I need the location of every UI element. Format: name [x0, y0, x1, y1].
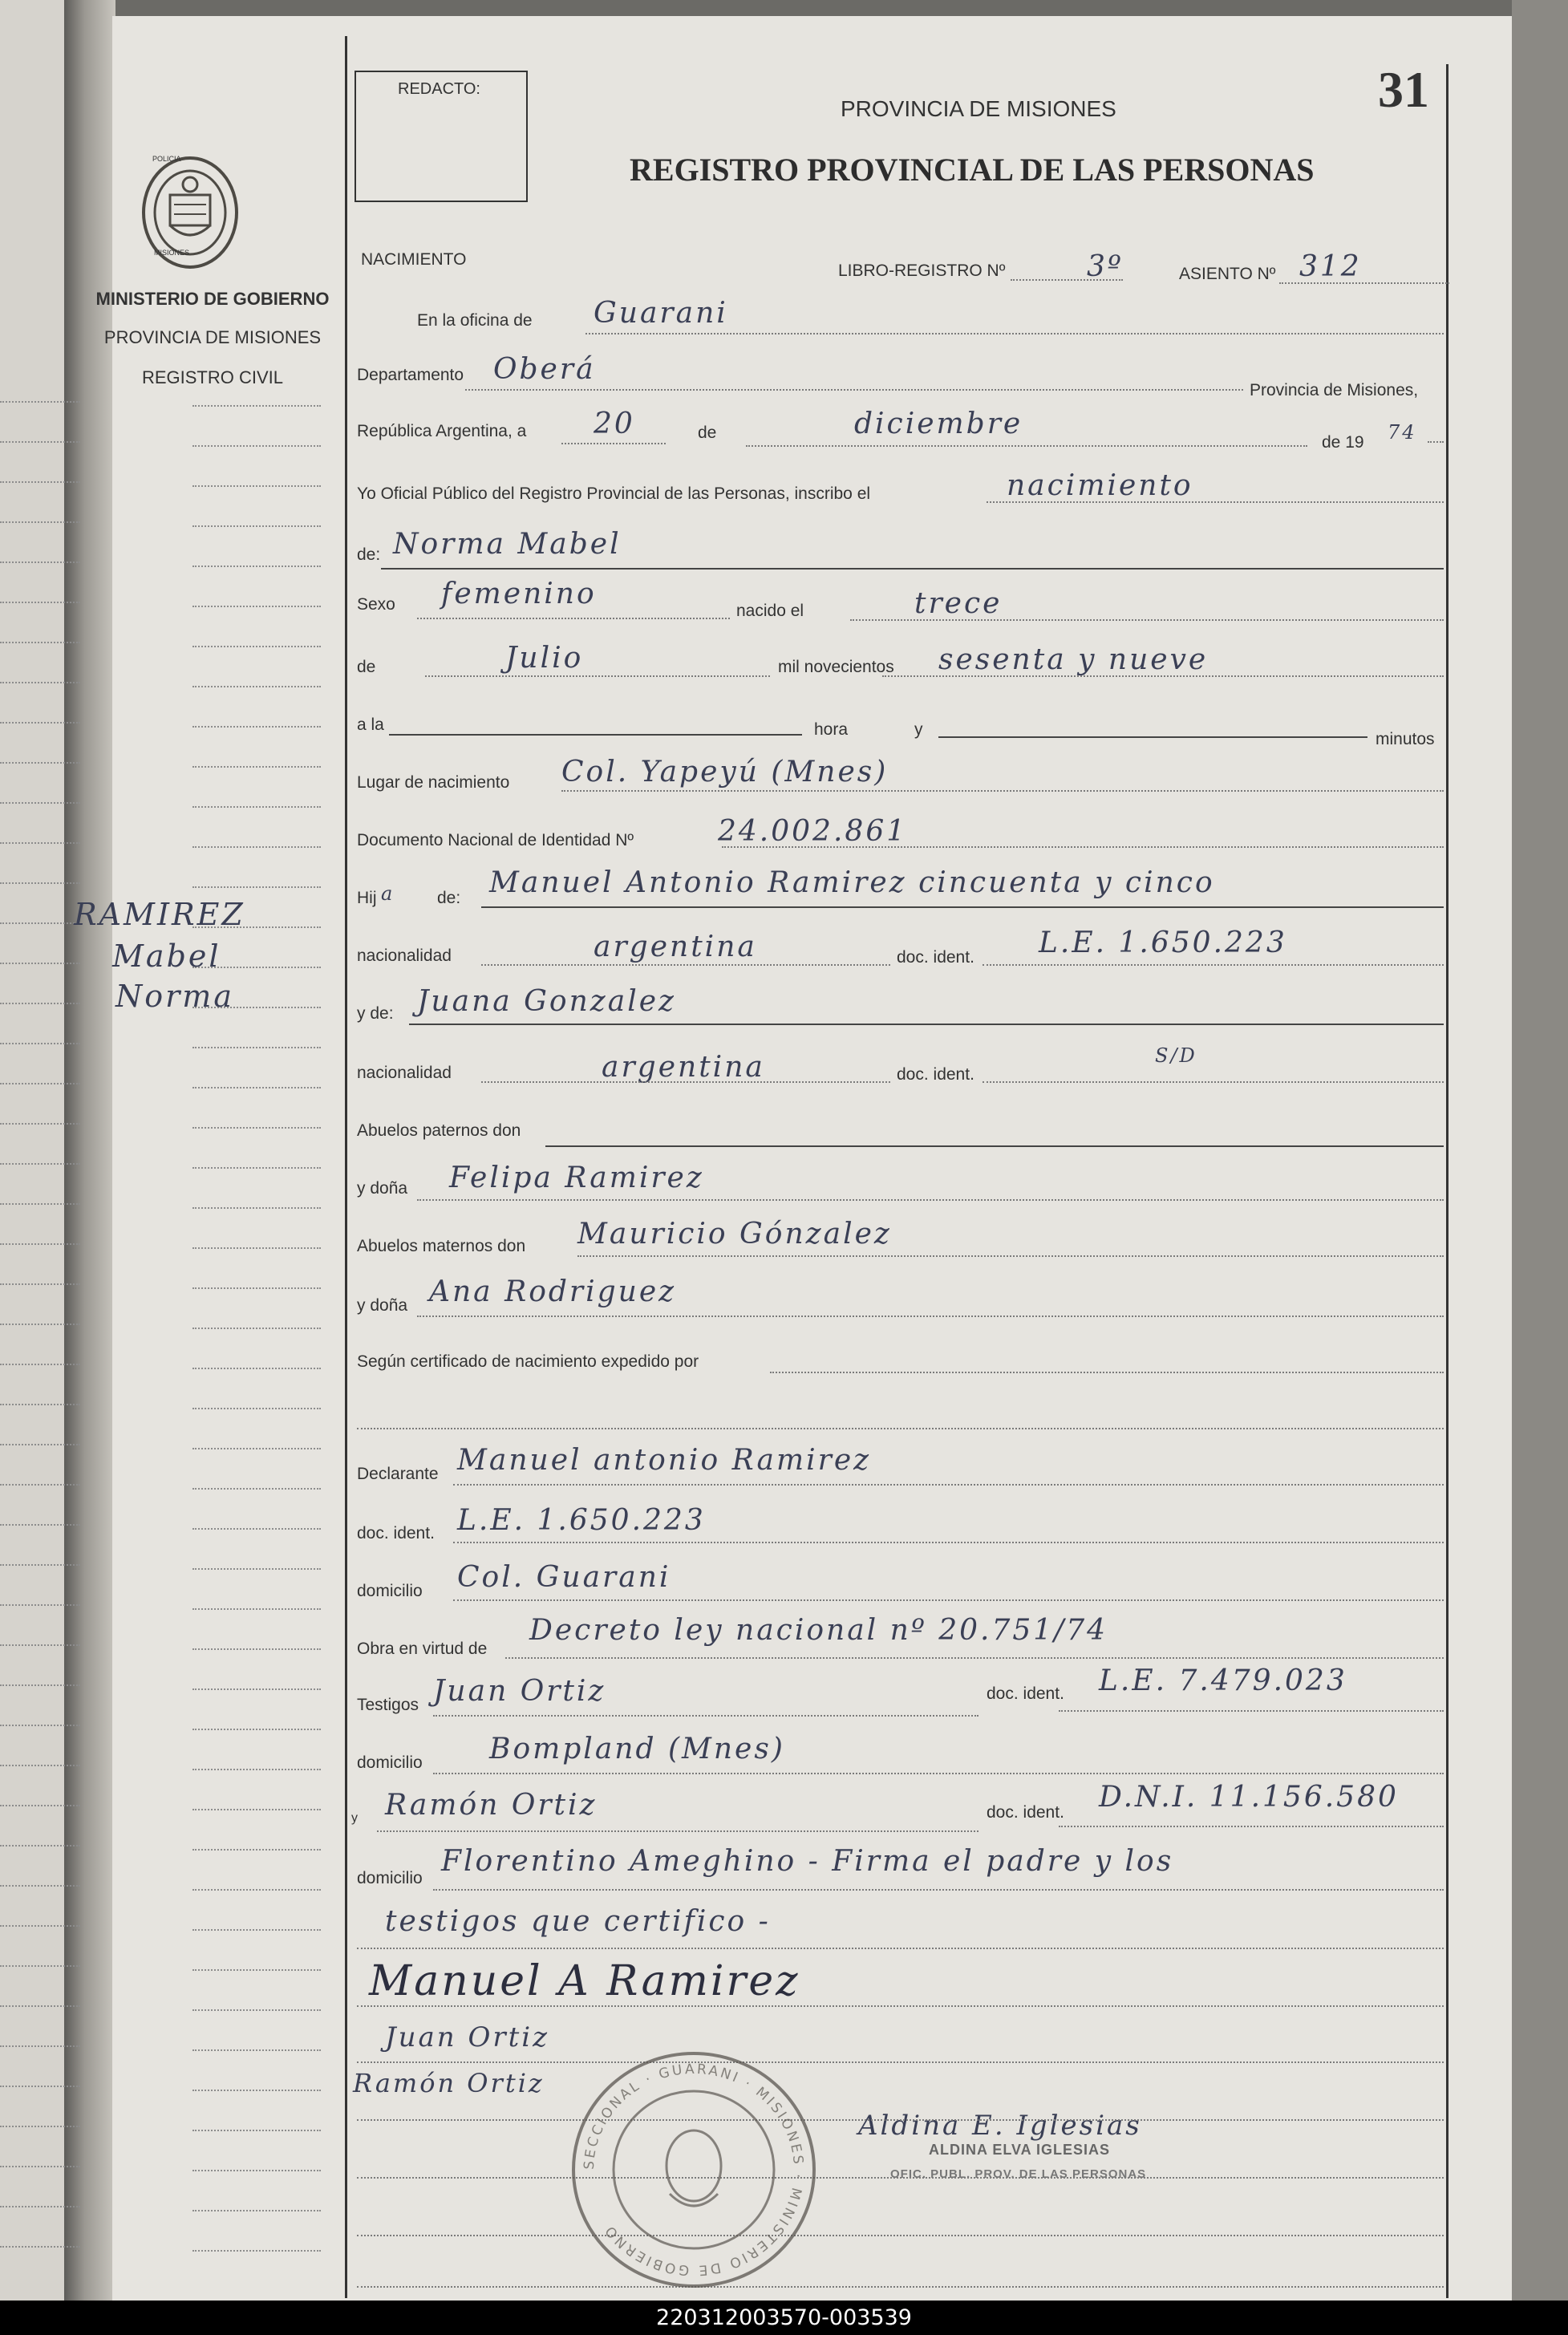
underline-dotted — [417, 1315, 1444, 1317]
handwritten-oficina-value: Guarani — [594, 297, 728, 330]
sidebar-line — [192, 1528, 321, 1530]
underline-dotted — [377, 1830, 978, 1832]
left-rule — [345, 36, 347, 2298]
handwritten-mes-value: diciembre — [854, 407, 1023, 440]
field-lugar-label: Lugar de nacimiento — [357, 773, 510, 792]
underline-dotted — [357, 2235, 1444, 2236]
field-abuelos-pat-label: Abuelos paternos don — [357, 1121, 521, 1140]
handwritten-abuela-pat-value: Felipa Ramirez — [449, 1161, 704, 1194]
sidebar-line — [192, 806, 321, 808]
left-page-line — [0, 2206, 80, 2207]
underline-dotted — [1059, 1826, 1444, 1827]
field-official-name: ALDINA ELVA IGLESIAS — [929, 2142, 1111, 2158]
field-doc-ident-label: doc. ident. — [897, 948, 974, 967]
sidebar-line — [192, 2250, 321, 2252]
sidebar-line — [192, 846, 321, 848]
handwritten-year-value: 74 — [1388, 421, 1417, 444]
sidebar-line — [192, 1368, 321, 1369]
underline-dotted — [357, 2286, 1444, 2288]
sidebar-line — [192, 1809, 321, 1810]
underline-dotted — [850, 619, 1444, 621]
handwritten-abuelo-mat-value: Mauricio Gónzalez — [577, 1218, 892, 1251]
field-official-title: OFIC. PUBL. PROV. DE LAS PERSONAS — [890, 2167, 1147, 2181]
field-oficina-label: En la oficina de — [417, 311, 533, 330]
left-page-edge — [0, 0, 64, 2301]
official-stamp — [561, 2045, 826, 2294]
handwritten-testigo1-doc: L.E. 7.479.023 — [1099, 1664, 1347, 1697]
underline-dotted — [577, 1255, 1444, 1257]
left-page-line — [0, 2246, 80, 2248]
field-doc-ident-label: doc. ident. — [357, 1524, 435, 1542]
field-doc-ident-label: doc. ident. — [897, 1065, 974, 1084]
sidebar-line — [192, 606, 321, 607]
right-page-edge — [1512, 0, 1568, 2301]
field-departamento-label: Departamento — [357, 366, 464, 384]
sidebar-line — [192, 1849, 321, 1851]
field-mil-label: mil novecientos — [778, 658, 894, 676]
handwritten-continuation: testigos que certifico - — [385, 1905, 771, 1938]
left-page-line — [0, 1243, 80, 1245]
field-de-name-label: de: — [357, 545, 381, 564]
left-page-line — [0, 1324, 80, 1325]
sidebar-line — [192, 485, 321, 487]
left-page-line — [0, 1725, 80, 1726]
margin-note-name2: Mabel — [112, 938, 221, 974]
handwritten-decl-dom-value: Col. Guarani — [457, 1561, 671, 1594]
left-page-line — [0, 2086, 80, 2087]
left-page-line — [0, 1644, 80, 1646]
field-hijo-label: Hij — [357, 889, 377, 907]
field-yo-oficial: Yo Oficial Público del Registro Provincial de las Personas, inscribo el — [357, 484, 871, 503]
left-page-line — [0, 802, 80, 804]
field-domicilio-label: domicilio — [357, 1582, 423, 1600]
page-number: 31 — [1378, 61, 1429, 118]
handwritten-official-sig: Aldina E. Iglesias — [858, 2110, 1142, 2142]
left-page-line — [0, 762, 80, 764]
sidebar-line — [192, 1127, 321, 1129]
handwritten-sexo-value: femenino — [441, 578, 597, 610]
field-libro-label: LIBRO-REGISTRO Nº — [838, 261, 1006, 280]
field-doc-ident-label: doc. ident. — [987, 1684, 1064, 1703]
left-page-line — [0, 521, 80, 523]
field-testigos-label: Testigos — [357, 1696, 419, 1714]
sidebar-line — [192, 2090, 321, 2091]
handwritten-sig1: Manuel A Ramirez — [369, 1957, 800, 2005]
underline-dotted — [453, 1484, 1444, 1486]
field-declarante-label: Declarante — [357, 1465, 439, 1483]
sidebar-line — [192, 1929, 321, 1931]
image-caption: 220312003570-003539 — [0, 2301, 1568, 2335]
sidebar-line — [192, 1207, 321, 1209]
underline-dotted — [433, 1889, 1444, 1891]
handwritten-mes-nac-value: Julio — [505, 642, 584, 675]
left-page-line — [0, 1123, 80, 1125]
sidebar-line — [192, 1969, 321, 1971]
left-page-line — [0, 1604, 80, 1606]
handwritten-madre-value: Juana Gonzalez — [417, 985, 677, 1018]
sidebar-line — [192, 1408, 321, 1409]
left-page-line — [0, 2166, 80, 2167]
left-page-line — [0, 1564, 80, 1566]
underline-solid — [481, 906, 1444, 908]
underline-dotted — [585, 333, 1444, 334]
margin-note-name1: Norma — [115, 979, 234, 1014]
underline-dotted — [357, 2119, 1444, 2121]
field-asiento-label: ASIENTO Nº — [1179, 265, 1276, 283]
underline-dotted — [561, 443, 666, 444]
sidebar-line — [192, 525, 321, 527]
underline-dotted — [417, 1199, 1444, 1201]
underline-dotted — [1011, 279, 1123, 281]
handwritten-mil-value: sesenta y nueve — [938, 643, 1209, 676]
underline-solid — [389, 734, 802, 736]
field-obra-label: Obra en virtud de — [357, 1640, 488, 1658]
sidebar-line — [192, 686, 321, 687]
field-y-dona-label: y doña — [357, 1179, 408, 1198]
field-y-dona-label: y doña — [357, 1296, 408, 1315]
left-page-line — [0, 922, 80, 924]
sidebar-line — [192, 2170, 321, 2171]
field-provincia-label: Provincia de Misiones, — [1250, 381, 1419, 399]
handwritten-testigo2-value: Ramón Ortiz — [385, 1789, 598, 1822]
handwritten-sig3: Ramón Ortiz — [353, 2068, 545, 2098]
left-page-line — [0, 1043, 80, 1044]
field-hora-label: hora — [814, 720, 849, 739]
handwritten-testigo1-value: Juan Ortiz — [433, 1675, 606, 1708]
handwritten-nacido-value: trece — [914, 587, 1003, 620]
handwritten-madre-nac-value: argentina — [602, 1051, 765, 1084]
underline-dotted — [1279, 282, 1449, 284]
left-page-line — [0, 441, 80, 443]
left-page-line — [0, 1283, 80, 1285]
field-y-small: y — [351, 1811, 358, 1825]
handwritten-testigo2-dom: Florentino Ameghino - Firma el padre y los — [441, 1845, 1174, 1878]
sidebar-line — [192, 1287, 321, 1289]
handwritten-padre-doc-value: L.E. 1.650.223 — [1039, 926, 1287, 959]
field-nacionalidad-label: nacionalidad — [357, 947, 452, 965]
redacto-box — [355, 71, 528, 202]
field-sexo-label: Sexo — [357, 595, 395, 614]
sidebar-line — [192, 1648, 321, 1650]
left-page-line — [0, 1925, 80, 1927]
field-abuelos-mat-label: Abuelos maternos don — [357, 1237, 526, 1255]
underline-dotted — [357, 2177, 1444, 2179]
handwritten-obra-value: Decreto ley nacional nº 20.751/74 — [529, 1614, 1108, 1647]
field-de-label: de — [698, 424, 717, 442]
underline-dotted — [357, 1948, 1444, 1949]
field-minutos-label: minutos — [1376, 730, 1435, 748]
left-page-line — [0, 642, 80, 643]
underline-dotted — [453, 1599, 1444, 1601]
left-page-line — [0, 1684, 80, 1686]
left-page-line — [0, 1083, 80, 1084]
underline-dotted — [357, 2005, 1444, 2007]
underline-dotted — [882, 675, 1444, 677]
handwritten-abuela-mat-value: Ana Rodriguez — [429, 1275, 677, 1308]
field-a-la-label: a la — [357, 715, 384, 734]
handwritten-libro-value: 3º — [1087, 250, 1124, 283]
field-domicilio-label: domicilio — [357, 1753, 423, 1772]
sidebar-line — [192, 1047, 321, 1048]
handwritten-asiento-value: 312 — [1299, 250, 1362, 283]
sidebar-line — [192, 1087, 321, 1088]
header-province: PROVINCIA DE MISIONES — [841, 96, 1116, 121]
underline-dotted — [357, 2061, 1444, 2063]
sidebar-line — [192, 1568, 321, 1570]
underline-dotted — [722, 846, 1444, 848]
stamp-ring-text: SECCIONAL · GUARANI · MISIONES · MINISTERIO DE GOBIERNO — [581, 2061, 807, 2279]
underline-dotted — [770, 1372, 1444, 1373]
handwritten-name-value: Norma Mabel — [393, 528, 622, 561]
sidebar-line — [192, 2210, 321, 2211]
underline-dotted — [357, 1428, 1444, 1429]
sidebar-line — [192, 1688, 321, 1690]
handwritten-padre-nac-value: argentina — [594, 930, 757, 963]
left-page-line — [0, 481, 80, 483]
handwritten-sig2: Juan Ortiz — [385, 2021, 550, 2053]
field-y-de-label: y de: — [357, 1004, 394, 1023]
sidebar-line — [192, 1769, 321, 1770]
underline-dotted — [746, 445, 1307, 447]
left-page-line — [0, 2126, 80, 2127]
left-page-line — [0, 1965, 80, 1967]
seal-top-text: POLICIA — [152, 155, 181, 163]
registro-civil-label: REGISTRO CIVIL — [141, 367, 284, 387]
left-page-line — [0, 2005, 80, 2007]
underline-dotted — [983, 1081, 1444, 1083]
underline-dotted — [433, 1715, 978, 1717]
left-page-line — [0, 882, 80, 884]
underline-dotted — [561, 790, 1444, 792]
handwritten-testigo2-doc: D.N.I. 11.156.580 — [1099, 1781, 1399, 1814]
underline-dotted — [987, 501, 1444, 503]
right-rule — [1446, 64, 1448, 2298]
sidebar-line — [192, 1608, 321, 1610]
underline-dotted — [481, 964, 890, 966]
sidebar-line — [192, 886, 321, 888]
handwritten-declarante-value: Manuel antonio Ramirez — [457, 1444, 872, 1477]
left-page-line — [0, 1203, 80, 1205]
left-page-line — [0, 401, 80, 403]
handwritten-departamento-value: Oberá — [493, 353, 596, 386]
left-page-line — [0, 1765, 80, 1766]
sidebar-line — [192, 1328, 321, 1329]
left-page-line — [0, 682, 80, 683]
sidebar-line — [192, 445, 321, 447]
underline-dotted — [417, 618, 730, 619]
underline-dotted — [1059, 1710, 1444, 1712]
field-nacionalidad-label: nacionalidad — [357, 1064, 452, 1082]
left-page-line — [0, 842, 80, 844]
sidebar-line — [192, 2009, 321, 2011]
sidebar-line — [192, 1729, 321, 1730]
handwritten-lugar-value: Col. Yapeyú (Mnes) — [561, 756, 889, 788]
left-page-line — [0, 1003, 80, 1004]
field-nacimiento: NACIMIENTO — [361, 250, 467, 269]
margin-note-surname: RAMIREZ — [74, 897, 245, 932]
underline-solid — [938, 736, 1367, 738]
handwritten-inscribo-value: nacimiento — [1007, 469, 1193, 502]
left-page-line — [0, 722, 80, 724]
svg-text:SECCIONAL · GUARANI · MISIONES — [581, 2061, 806, 2278]
handwritten-dni-value: 24.002.861 — [718, 815, 908, 848]
underline-solid — [381, 568, 1444, 570]
left-page-line — [0, 1885, 80, 1887]
left-page-line — [0, 561, 80, 563]
register-sheet — [74, 16, 1512, 2301]
seal-bottom-text: MISIONES — [154, 249, 190, 257]
underline-solid — [409, 1024, 1444, 1025]
sidebar-line — [192, 1247, 321, 1249]
field-domicilio-label: domicilio — [357, 1869, 423, 1887]
handwritten-testigo1-dom: Bompland (Mnes) — [489, 1733, 785, 1765]
redacto-label: REDACTO: — [398, 80, 480, 98]
sidebar-line — [192, 2049, 321, 2051]
left-page-line — [0, 1484, 80, 1486]
left-page-line — [0, 1163, 80, 1165]
field-segun-label: Según certificado de nacimiento expedido por — [357, 1352, 699, 1371]
left-page-line — [0, 1364, 80, 1365]
field-de-year-label: de 19 — [1322, 433, 1364, 452]
sidebar-line — [192, 566, 321, 567]
coat-of-arms-icon — [138, 148, 242, 277]
left-page-line — [0, 1404, 80, 1405]
left-page-line — [0, 1805, 80, 1806]
sidebar-line — [192, 646, 321, 647]
left-page-line — [0, 963, 80, 964]
page-title: REGISTRO PROVINCIAL DE LAS PERSONAS — [630, 152, 1315, 188]
underline-dotted — [983, 964, 1444, 966]
left-page-line — [0, 1444, 80, 1445]
left-page-line — [0, 1845, 80, 1847]
underline-dotted — [481, 1081, 890, 1083]
underline-dotted — [453, 1542, 1444, 1543]
underline-dotted — [505, 1657, 1444, 1659]
sidebar-line — [192, 1448, 321, 1449]
underline-dotted — [1428, 441, 1444, 443]
left-page-line — [0, 602, 80, 603]
sidebar-line — [192, 1889, 321, 1891]
sidebar-line — [192, 405, 321, 407]
field-doc-ident-label: doc. ident. — [987, 1803, 1064, 1822]
underline-dotted — [425, 675, 770, 677]
handwritten-padre-value: Manuel Antonio Ramirez cincuenta y cinco — [489, 866, 1215, 899]
field-nacido-label: nacido el — [736, 602, 804, 620]
field-y-label: y — [914, 720, 923, 739]
field-dni-label: Documento Nacional de Identidad Nº — [357, 831, 634, 849]
underline-dotted — [433, 1773, 1444, 1774]
underline-solid — [545, 1145, 1444, 1147]
sidebar-line — [192, 1167, 321, 1169]
sidebar-line — [192, 726, 321, 728]
left-page-line — [0, 1524, 80, 1526]
ministry-label: MINISTERIO DE GOBIERNO — [95, 289, 330, 309]
handwritten-hijo-suffix: a — [381, 882, 395, 905]
left-page-line — [0, 2045, 80, 2047]
handwritten-decl-doc-value: L.E. 1.650.223 — [457, 1504, 706, 1537]
underline-dotted — [465, 389, 1243, 391]
sidebar-line — [192, 766, 321, 768]
sidebar-province: PROVINCIA DE MISIONES — [103, 327, 322, 347]
handwritten-madre-doc-value: S/D — [1155, 1044, 1197, 1067]
sidebar-line — [192, 2130, 321, 2131]
handwritten-dia-value: 20 — [594, 407, 635, 440]
field-republica-label: República Argentina, a — [357, 422, 527, 440]
field-de-mes-label: de — [357, 658, 376, 676]
sidebar-line — [192, 1488, 321, 1490]
field-hijo-de-label: de: — [437, 889, 461, 907]
